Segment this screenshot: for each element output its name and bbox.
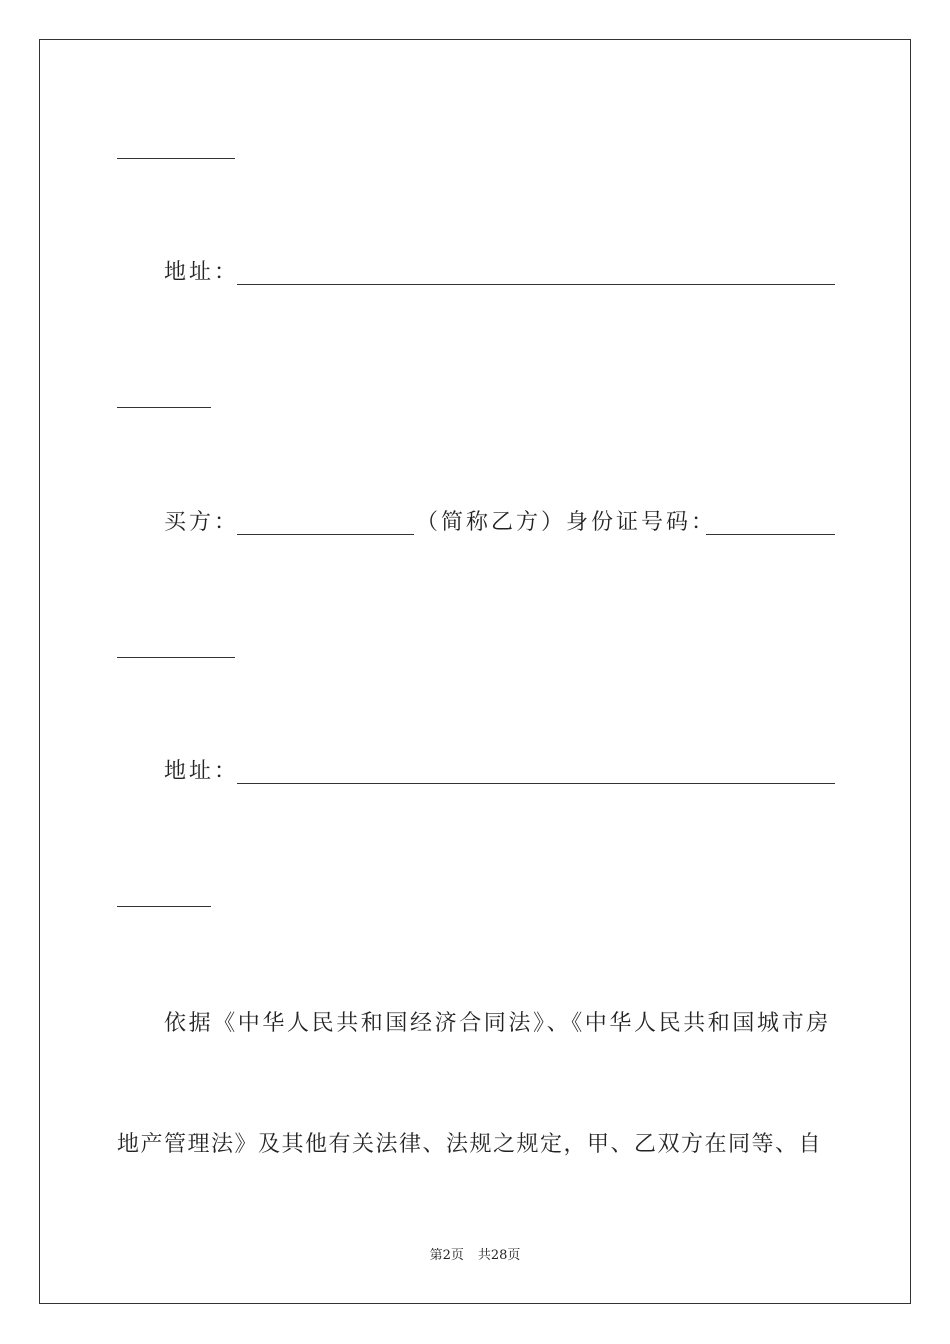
page-number-total: 共28页 [477, 1248, 521, 1263]
buyer-address-blank-cont [117, 906, 211, 907]
buyer-id-blank-cont [117, 657, 235, 658]
page-number-current: 第2页 [429, 1248, 464, 1263]
buyer-address-blank [237, 783, 835, 784]
seller-address-blank [237, 284, 835, 285]
paragraph-line-1: 依据《中华人民共和国经济合同法》、《中华人民共和国城市房 [164, 1011, 831, 1036]
seller-address-blank-cont [117, 407, 211, 408]
blank-line-1 [117, 158, 235, 159]
paragraph-line-2: 地产管理法》及其他有关法律、法规之规定，甲、乙双方在同等、自 [117, 1132, 823, 1157]
buyer-abbrev-label: （简称乙方）身份证号码： [416, 510, 717, 535]
buyer-id-blank [706, 534, 835, 535]
seller-address-label: 地址： [164, 260, 240, 285]
buyer-name-blank [237, 534, 414, 535]
buyer-label: 买方： [164, 510, 240, 535]
buyer-address-label: 地址： [164, 759, 240, 784]
page-footer [0, 1246, 950, 1266]
page-frame [39, 39, 911, 1304]
